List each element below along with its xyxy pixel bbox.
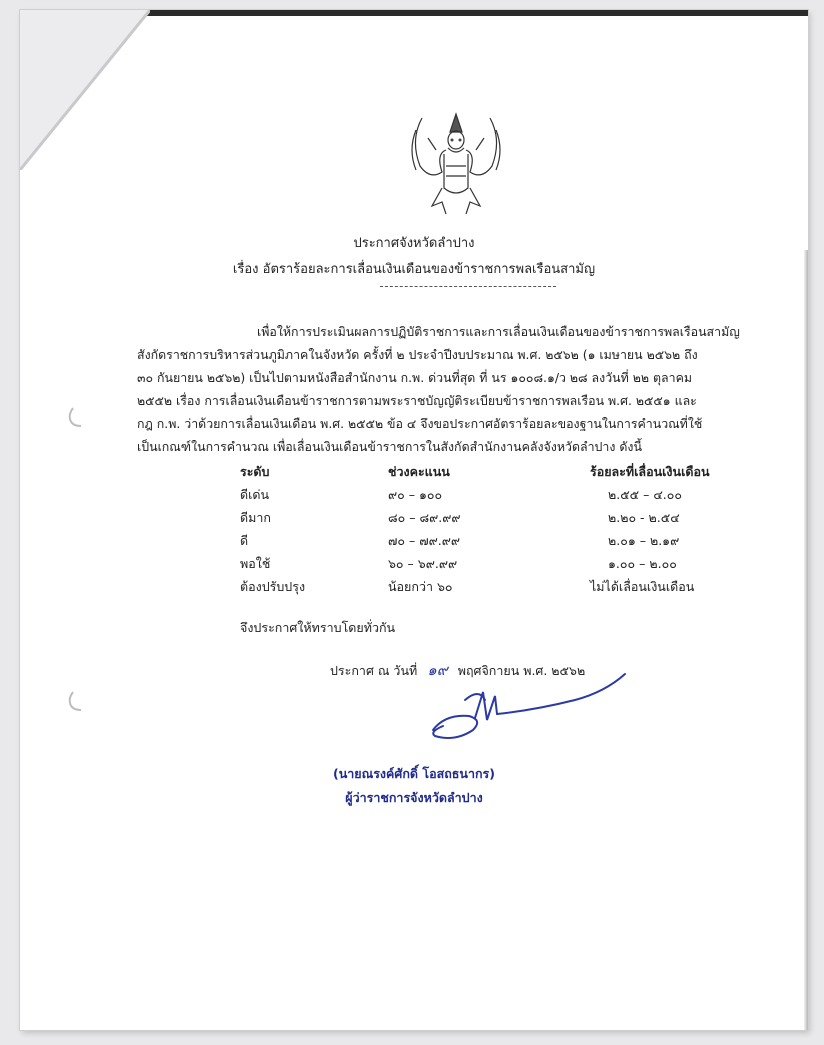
page-edge-shadow [804, 250, 808, 1030]
signer-title: ผู้ว่าราชการจังหวัดลำปาง [345, 790, 483, 805]
body-line: ๓๐ กันยายน ๒๕๖๒) เป็นไปตามหนังสือสำนักงาน ก.พ. ด่วนที่สุด ที่ นร ๑๐๐๘.๑/ว ๒๘ ลงวันที่ ๒๒ ตุลาคม [137, 370, 693, 385]
header-percent: ร้อยละที่เลื่อนเงินเดือน [590, 464, 710, 479]
level-cell: ต้องปรับปรุง [240, 579, 306, 594]
table-row [240, 577, 740, 600]
table-row [240, 485, 740, 508]
percent-cell: ๒.๕๕ – ๔.๐๐ [608, 487, 683, 502]
level-cell: ดีมาก [240, 510, 271, 525]
table-row [240, 554, 740, 577]
header-score-range: ช่วงคะแนน [388, 464, 450, 479]
title-divider [380, 286, 556, 287]
rate-table [240, 462, 740, 600]
date-day: ๑๙ [427, 661, 448, 679]
date-prefix: ประกาศ ณ วันที่ [330, 663, 418, 678]
range-cell: ๗๐ – ๗๙.๙๙ [388, 533, 461, 548]
body-paragraph [137, 320, 749, 458]
body-line: เป็นเกณฑ์ในการคำนวณ เพื่อเลื่อนเงินเดือนข้าราชการในสังกัดสำนักงานคลังจังหวัดลำปาง ดังนี้ [137, 439, 642, 454]
body-line: เพื่อให้การประเมินผลการปฏิบัติราชการและการเลื่อนเงินเดือนของข้าราชการพลเรือนสามัญ [257, 324, 740, 339]
header-level: ระดับ [240, 464, 270, 479]
level-cell: ดี [240, 533, 249, 548]
percent-cell: ไม่ได้เลื่อนเงินเดือน [590, 579, 695, 594]
scan-top-edge [120, 10, 808, 16]
percent-cell: ๒.๐๑ – ๒.๑๙ [608, 533, 680, 548]
date-month-year: พฤศจิกายน พ.ศ. ๒๕๖๒ [457, 663, 586, 678]
punch-hole-mark [65, 686, 95, 716]
garuda-emblem-icon [402, 110, 510, 220]
announcement-subject: เรื่อง อัตราร้อยละการเลื่อนเงินเดือนของข้าราชการพลเรือนสามัญ [232, 262, 596, 277]
range-cell: ๖๐ – ๖๙.๙๙ [388, 556, 458, 571]
handwritten-signature [425, 670, 635, 745]
closing-statement: จึงประกาศให้ทราบโดยทั่วกัน [240, 620, 396, 635]
level-cell: พอใช้ [240, 556, 271, 571]
table-row [240, 508, 740, 531]
announcement-title: ประกาศจังหวัดลำปาง [353, 236, 475, 251]
table-row [240, 531, 740, 554]
table-header-row [240, 462, 740, 485]
body-line: สังกัดราชการบริหารส่วนภูมิภาคในจังหวัด ครั้งที่ ๒ ประจำปีงบประมาณ พ.ศ. ๒๕๖๒ (๑ เมษายน ๒๕๖๒ ถึง [137, 347, 698, 362]
percent-cell: ๑.๐๐ – ๒.๐๐ [608, 556, 677, 571]
signer-name: (นายณรงค์ศักดิ์ โอสถธนากร) [333, 766, 495, 781]
range-cell: ๙๐ – ๑๐๐ [388, 487, 443, 502]
body-line: ๒๕๕๒ เรื่อง การเลื่อนเงินเดือนข้าราชการตามพระราชบัญญัติระเบียบข้าราชการพลเรือน พ.ศ. ๒๕๕๑ และ [137, 393, 697, 408]
punch-hole-mark [65, 402, 95, 432]
document-page [20, 10, 808, 1030]
folded-corner [20, 10, 150, 170]
body-line: กฎ ก.พ. ว่าด้วยการเลื่อนเงินเดือน พ.ศ. ๒๕๕๒ ข้อ ๔ จึงขอประกาศอัตราร้อยละของฐานในการคำนวณที่ใช้ [137, 416, 703, 431]
level-cell: ดีเด่น [240, 487, 270, 502]
range-cell: น้อยกว่า ๖๐ [388, 579, 453, 594]
range-cell: ๘๐ – ๘๙.๙๙ [388, 510, 461, 525]
percent-cell: ๒.๒๐ - ๒.๕๔ [608, 510, 680, 525]
